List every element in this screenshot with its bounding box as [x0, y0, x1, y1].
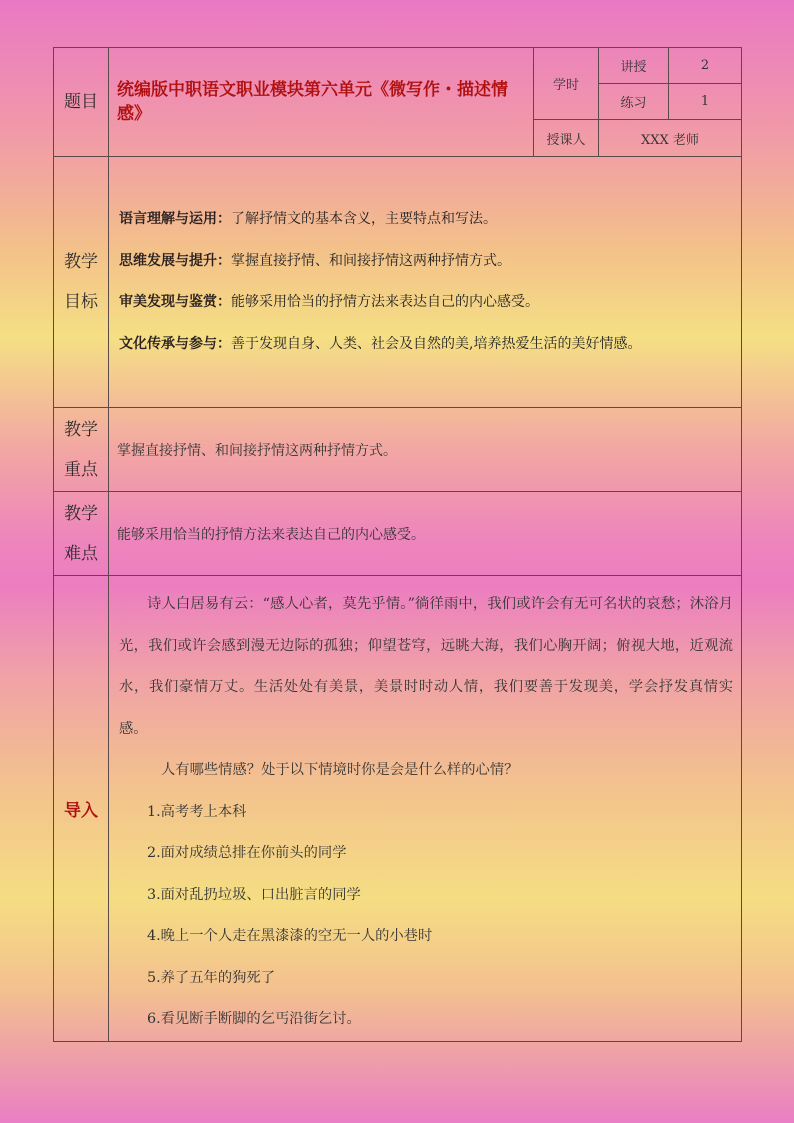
objective-text: 掌握直接抒情、和间接抒情这两种抒情方式。	[231, 252, 511, 269]
lecture-label: 讲授	[599, 48, 669, 84]
difficulties-label-line2: 难点	[64, 543, 98, 564]
objective-key: 思维发展与提升：	[119, 252, 231, 269]
topic-label-cell	[54, 48, 109, 157]
objective-item	[119, 199, 731, 241]
teacher-name: XXX 老师	[599, 120, 742, 157]
introduction-item: 1.高考考上本科	[147, 803, 247, 820]
introduction-question: 人有哪些情感？处于以下情境时你是会是什么样的心情？	[161, 762, 519, 778]
objective-text: 能够采用恰当的抒情方法来表达自己的内心感受。	[231, 294, 539, 310]
introduction-row	[54, 576, 742, 1042]
objective-item	[119, 282, 731, 324]
objectives-content	[109, 157, 742, 408]
introduction-item: 2.面对成绩总排在你前头的同学	[147, 845, 347, 861]
objective-key: 文化传承与参与：	[119, 335, 231, 352]
objectives-label-line2: 目标	[64, 292, 98, 312]
difficulties-label-cell	[54, 492, 109, 576]
objectives-row	[54, 157, 742, 408]
objective-text: 了解抒情文的基本含义，主要特点和写法。	[231, 211, 497, 227]
key-points-label-line1: 教学	[64, 419, 98, 440]
introduction-item: 5.养了五年的狗死了	[147, 969, 276, 986]
introduction-item: 6.看见断手断脚的乞丐沿街乞讨。	[147, 1011, 361, 1027]
objectives-label-cell	[54, 157, 109, 408]
difficulties-row	[54, 492, 742, 576]
objectives-label-line1: 教学	[64, 252, 98, 272]
objective-item	[119, 324, 731, 366]
key-points-label-line2: 重点	[64, 459, 98, 480]
objective-key: 语言理解与运用：	[119, 211, 231, 227]
introduction-label: 导入	[54, 576, 109, 1042]
teacher-label: 授课人	[534, 120, 599, 157]
objective-key: 审美发现与鉴赏：	[119, 294, 231, 310]
key-points-row	[54, 408, 742, 492]
difficulties-label-line1: 教学	[64, 503, 98, 524]
difficulties-text: 能够采用恰当的抒情方法来表达自己的内心感受。	[109, 492, 742, 576]
introduction-content	[109, 576, 742, 1042]
lecture-hours: 2	[669, 48, 742, 84]
practice-label: 练习	[599, 84, 669, 120]
header-row-1	[54, 48, 742, 84]
topic-title: 统编版中职语文职业模块第六单元《微写作・描述情感》	[109, 48, 534, 157]
objective-text: 善于发现自身、人类、社会及自然的美,培养热爱生活的美好情感。	[231, 335, 642, 352]
key-points-label-cell	[54, 408, 109, 492]
objective-item	[119, 241, 731, 283]
hours-label: 学时	[534, 48, 599, 120]
key-points-text: 掌握直接抒情、和间接抒情这两种抒情方式。	[109, 408, 742, 492]
introduction-item: 4.晚上一个人走在黑漆漆的空无一人的小巷时	[147, 928, 433, 944]
introduction-paragraph: 诗人白居易有云：“感人心者，莫先乎情。”徜徉雨中，我们或许会有无可名状的哀愁；沐浴月光，我们或许会感到漫无边际的孤独；仰望苍穹，远眺大海，我们心胸开阔；俯视大地，近观流水，我们豪情万丈。生活处处有美景，美景时时动人情，我们要善于发现美，学会抒发真情实感。	[119, 596, 733, 737]
lesson-plan-table	[53, 47, 742, 1042]
introduction-item: 3.面对乱扔垃圾、口出脏言的同学	[147, 886, 361, 903]
practice-hours: 1	[669, 84, 742, 120]
topic-label: 题目	[64, 92, 98, 112]
